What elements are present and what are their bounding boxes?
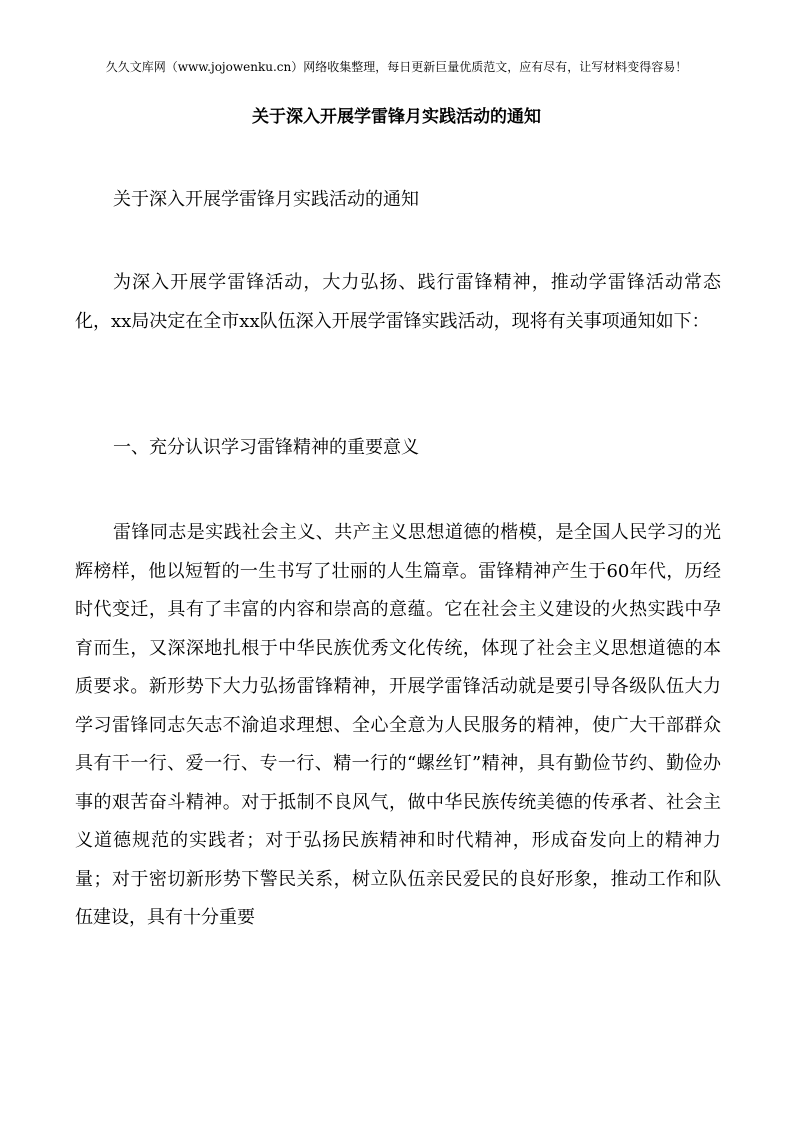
section-heading: 一、充分认识学习雷锋精神的重要意义 — [113, 437, 419, 458]
document-title: 关于深入开展学雷锋月实践活动的通知 — [252, 107, 541, 127]
header-note: 久久文库网（www.jojowenku.cn）网络收集整理，每日更新巨量优质范文，应有尽有，让写材料变得容易！ — [105, 60, 688, 74]
body-paragraph: 雷锋同志是实践社会主义、共产主义思想道德的楷模，是全国人民学习的光辉榜样，他以短暂的一生书写了壮丽的人生篇章。雷锋精神产生于60年代，历经时代变迁，具有了丰富的内容和崇高的意蕴。它在社会主义建设的火热实践中孕育而生，又深深地扎根于中华民族优秀文化传统，体现了社会主义思想道德的本质要求。新形势下大力弘扬雷锋精神，开展学雷锋活动就是要引导各级队伍大力学习雷锋同志矢志不渝追求理想、全心全意为人民服务的精神，使广大干部群众具有干一行、爱一行、专一行、精一行的“螺丝钉”精神，具有勤俭节约、勤俭办事的艰苦奋斗精神。对于抵制不良风气，做中华民族传统美德的传承者、社会主义道德规范的实践者；对于弘扬民族精神和时代精神，形成奋发向上的精神力量；对于密切新形势下警民关系，树立队伍亲民爱民的良好形象，推动工作和队伍建设，具有十分重要 — [75, 522, 721, 928]
subtitle-paragraph: 关于深入开展学雷锋月实践活动的通知 — [113, 189, 419, 210]
intro-paragraph: 为深入开展学雷锋活动，大力弘扬、践行雷锋精神，推动学雷锋活动常态化，xx局决定在全市xx队伍深入开展学雷锋实践活动，现将有关事项通知如下： — [75, 272, 721, 332]
